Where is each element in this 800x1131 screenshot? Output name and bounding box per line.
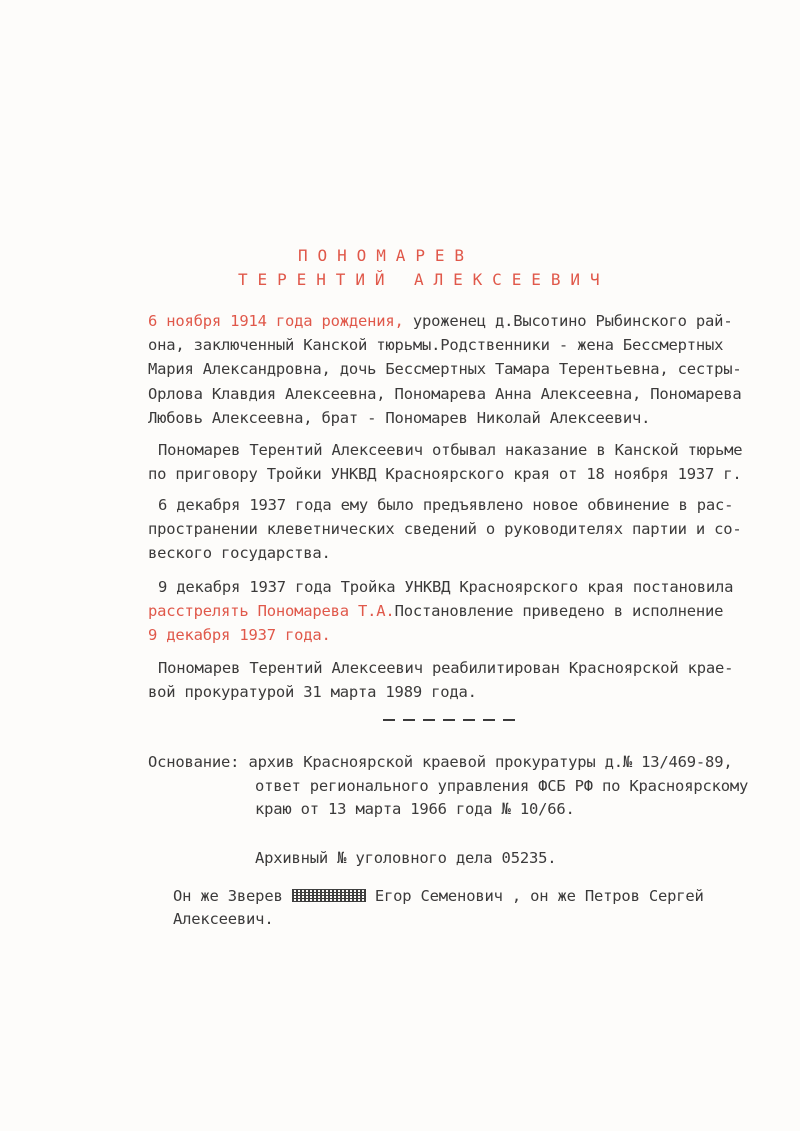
paragraph2-line1: Пономарев Терентий Алексеевич отбывал наказание в Канской тюрьме: [158, 441, 743, 459]
paragraph1-line1: [148, 314, 732, 330]
basis-label: Основание:: [148, 753, 240, 771]
archive-number: Архивный № уголовного дела 05235.: [255, 849, 557, 867]
execution-date: 9 декабря 1937 года.: [148, 626, 331, 644]
paragraph2-line2: по приговору Тройки УНКВД Красноярского края от 18 ноября 1937 г.: [148, 465, 742, 483]
paragraph1-line5: Любовь Алексеевна, брат - Пономарев Николай Алексеевич.: [148, 409, 651, 427]
aliases-line1-a: Он же Зверев: [173, 887, 283, 905]
basis-line3: краю от 13 марта 1966 года № 10/66.: [255, 800, 575, 818]
separator-dashes: [383, 713, 515, 727]
paragraph1-line2: она, заключенный Канской тюрьмы.Родственники - жена Бессмертных: [148, 336, 724, 354]
execution-sentence: расстрелять Пономарева Т.А.: [148, 602, 395, 620]
paragraph4-line1: 9 декабря 1937 года Тройка УНКВД Красноярского края постановила: [158, 578, 734, 596]
redaction-mark: [292, 889, 366, 902]
paragraph5-line1: Пономарев Терентий Алексеевич реабилитирован Красноярской крае-: [158, 659, 734, 677]
paragraph5-line2: вой прокуратурой 31 марта 1989 года.: [148, 683, 477, 701]
paragraph4-line2-rest: Постановление приведено в исполнение: [394, 602, 724, 620]
basis-line2: ответ регионального управления ФСБ РФ по Красноярскому: [255, 777, 749, 795]
aliases-line1-b: Егор Семенович , он же Петров Сергей: [374, 887, 704, 905]
paragraph3-line2: пространении клеветнических сведений о руководителях партии и со-: [148, 520, 742, 538]
basis-line1: [148, 755, 732, 771]
paragraph3-line1: 6 декабря 1937 года ему было предъявлено новое обвинение в рас-: [158, 496, 734, 514]
paragraph1-line3: Мария Александровна, дочь Бессмертных Тамара Терентьевна, сестры-: [148, 360, 742, 378]
paragraph4-line2: [148, 604, 723, 620]
paragraph1-line1-rest: уроженец д.Высотино Рыбинского рай-: [403, 312, 733, 330]
aliases-line2: Алексеевич.: [173, 910, 274, 928]
paragraph3-line3: веского государства.: [148, 544, 331, 562]
title-surname: ПОНОМАРЕВ: [298, 246, 474, 265]
paragraph1-line4: Орлова Клавдия Алексеевна, Пономарева Анна Алексеевна, Пономарева: [148, 385, 742, 403]
birth-date: 6 ноября 1914 года рождения,: [148, 312, 404, 330]
basis-line1-text: архив Красноярской краевой прокуратуры д.№ 13/469-89,: [248, 753, 733, 771]
title-name-patronymic: ТЕРЕНТИЙ АЛЕКСЕЕВИЧ: [238, 270, 610, 289]
aliases-line1: [173, 889, 704, 905]
